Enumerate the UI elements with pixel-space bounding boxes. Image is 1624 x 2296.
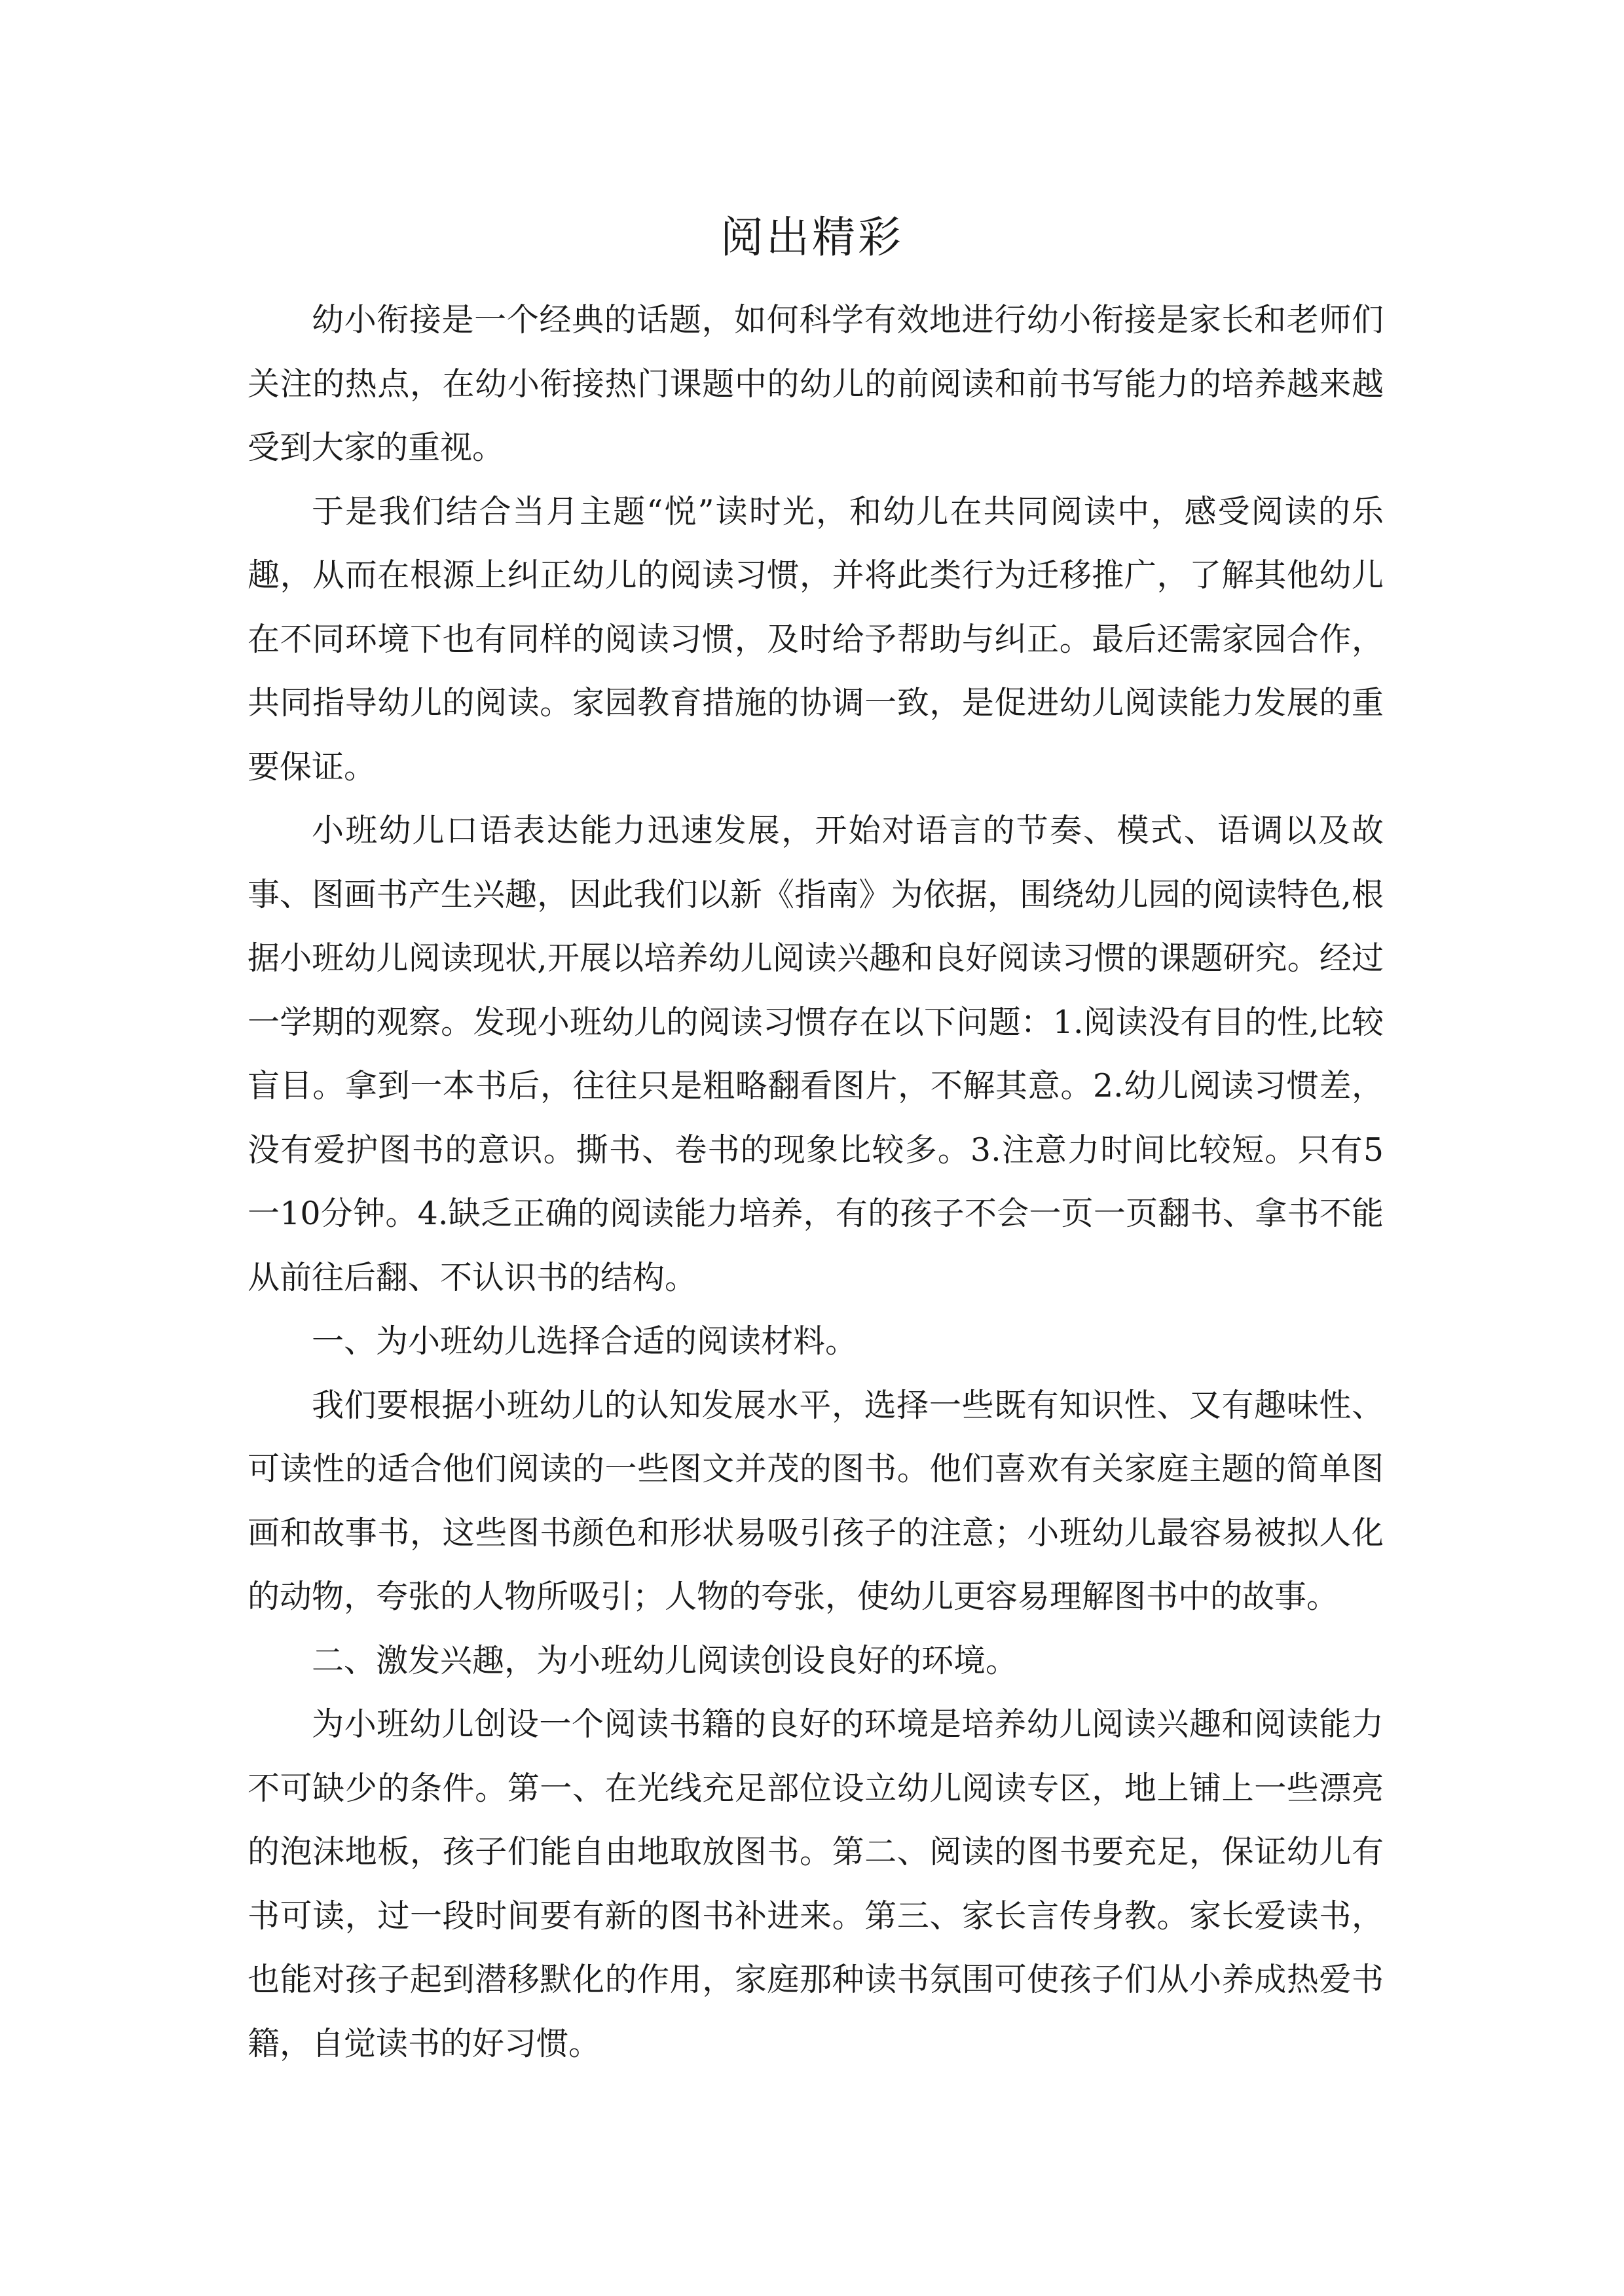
paragraph-problems: 小班幼儿口语表达能力迅速发展，开始对语言的节奏、模式、语调以及故事、图画书产生兴趣，因此我们以新《指南》为依据，围绕幼儿园的阅读特色,根据小班幼儿阅读现状,开展以培养幼儿阅读兴趣和良好阅读习惯的课题研究。经过一学期的观察。发现小班幼儿的阅读习惯存在以下问题：1.阅读没有目的性,比较盲目。拿到一本书后，往往只是粗略翻看图片，不解其意。2.幼儿阅读习惯差，没有爱护图书的意识。撕书、卷书的现象比较多。3.注意力时间比较短。只有5一10分钟。4.缺乏正确的阅读能力培养，有的孩子不会一页一页翻书、拿书不能从前往后翻、不认识书的结构。 <box>248 812 1384 1296</box>
section-heading-environment: 二、激发兴趣，为小班幼儿阅读创设良好的环境。 <box>312 1641 1018 1679</box>
section-heading-materials: 一、为小班幼儿选择合适的阅读材料。 <box>312 1322 858 1360</box>
paragraph-theme: 于是我们结合当月主题“悦”读时光，和幼儿在共同阅读中，感受阅读的乐趣，从而在根源上纠正幼儿的阅读习惯，并将此类行为迁移推广，了解其他幼儿在不同环境下也有同样的阅读习惯，及时给予帮助与纠正。最后还需家园合作，共同指导幼儿的阅读。家园教育措施的协调一致，是促进幼儿阅读能力发展的重要保证。 <box>248 492 1384 786</box>
paragraph-intro: 幼小衔接是一个经典的话题，如何科学有效地进行幼小衔接是家长和老师们关注的热点，在幼小衔接热门课题中的幼儿的前阅读和前书写能力的培养越来越受到大家的重视。 <box>248 301 1384 466</box>
document-title: 阅出精彩 <box>720 212 904 263</box>
document-body <box>248 288 1384 2075</box>
paragraph-environment: 为小班幼儿创设一个阅读书籍的良好的环境是培养幼儿阅读兴趣和阅读能力不可缺少的条件。第一、在光线充足部位设立幼儿阅读专区，地上铺上一些漂亮的泡沫地板，孩子们能自由地取放图书。第二、阅读的图书要充足，保证幼儿有书可读，过一段时间要有新的图书补进来。第三、家长言传身教。家长爱读书，也能对孩子起到潜移默化的作用，家庭那种读书氛围可使孩子们从小养成热爱书籍，自觉读书的好习惯。 <box>248 1705 1384 2062</box>
paragraph-materials: 我们要根据小班幼儿的认知发展水平，选择一些既有知识性、又有趣味性、可读性的适合他们阅读的一些图文并茂的图书。他们喜欢有关家庭主题的简单图画和故事书，这些图书颜色和形状易吸引孩子的注意；小班幼儿最容易被拟人化的动物，夸张的人物所吸引；人物的夸张，使幼儿更容易理解图书中的故事。 <box>248 1386 1384 1615</box>
